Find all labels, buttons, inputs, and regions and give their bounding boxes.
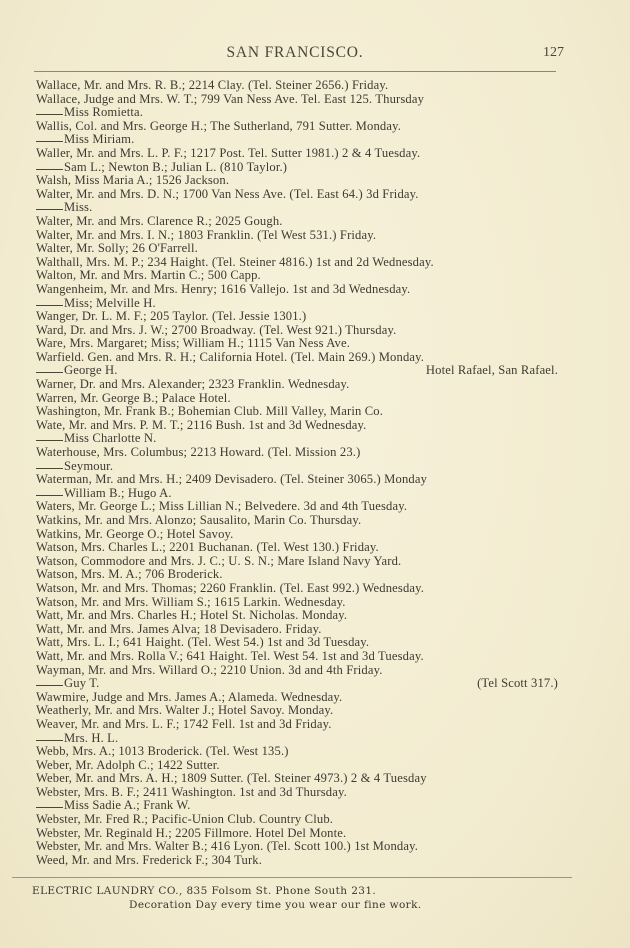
directory-entry: [36, 664, 558, 678]
directory-entry: [36, 419, 558, 433]
entry-text: Ward, Dr. and Mrs. J. W.; 2700 Broadway. (Tel. West 921.) Thursday.: [36, 322, 397, 337]
directory-entry: [36, 840, 558, 854]
page-header: [34, 44, 564, 64]
directory-subentry: [36, 297, 558, 311]
directory-subentry: [36, 487, 558, 501]
directory-entry: [36, 759, 558, 773]
entry-text: Warfield. Gen. and Mrs. R. H.; California Hotel. (Tel. Main 269.) Monday.: [36, 349, 425, 364]
directory-entry: [36, 555, 558, 569]
directory-entry: [36, 528, 558, 542]
entry-text: Waterman, Mr. and Mrs. H.; 2409 Devisadero. (Tel. Steiner 3065.) Monday: [36, 472, 428, 487]
entry-text: Wangenheim, Mr. and Mrs. Henry; 1616 Vallejo. 1st and 3d Wednesday.: [36, 281, 411, 296]
directory-subentry: [36, 133, 558, 147]
entry-text: Wallis, Col. and Mrs. George H.; The Sutherland, 791 Sutter. Monday.: [36, 118, 402, 133]
directory-entry: [36, 310, 558, 324]
entry-text: Watt, Mr. and Mrs. Charles H.; Hotel St. Nicholas. Monday.: [36, 608, 348, 623]
entry-text: Miss Sadie A.; Frank W.: [64, 798, 191, 813]
directory-entry: [36, 283, 558, 297]
entry-text: Walsh, Miss Maria A.; 1526 Jackson.: [36, 173, 230, 188]
entry-right-text: (Tel Scott 317.): [477, 676, 558, 691]
directory-entry: [36, 650, 558, 664]
directory-entry: [36, 93, 558, 107]
entry-text: Watt, Mrs. L. I.; 641 Haight. (Tel. West 54.) 1st and 3d Tuesday.: [36, 635, 370, 650]
entry-text: Webster, Mr. and Mrs. Walter B.; 416 Lyon. (Tel. Scott 100.) 1st Monday.: [36, 839, 419, 854]
directory-entry: [36, 147, 558, 161]
directory-entry: [36, 215, 558, 229]
entry-text: Watson, Mrs. M. A.; 706 Broderick.: [36, 567, 223, 582]
directory-subentry: [36, 460, 558, 474]
directory-entry: [36, 745, 558, 759]
entry-text: Wawmire, Judge and Mrs. James A.; Alameda. Wednesday.: [36, 689, 343, 704]
entry-text: Walton, Mr. and Mrs. Martin C.; 500 Capp.: [36, 268, 261, 283]
directory-entry: [36, 718, 558, 732]
directory-entry: [36, 378, 558, 392]
directory-entry: [36, 691, 558, 705]
footer-line-1: ELECTRIC LAUNDRY CO., 835 Folsom St. Phone South 231.: [32, 885, 377, 897]
entry-text: Miss.: [64, 200, 93, 215]
entry-text: Watson, Mr. and Mrs. Thomas; 2260 Franklin. (Tel. East 992.) Wednesday.: [36, 580, 425, 595]
directory-entry: [36, 392, 558, 406]
directory-entry: [36, 514, 558, 528]
entry-text: Miss Miriam.: [64, 132, 135, 147]
directory-subentry: [36, 161, 558, 175]
header-rule: [34, 71, 556, 72]
entry-text: Wallace, Judge and Mrs. W. T.; 799 Van Ness Ave. Tel. East 125. Thursday: [36, 91, 425, 106]
entry-text: Watkins, Mr. and Mrs. Alonzo; Sausalito, Marin Co. Thursday.: [36, 513, 362, 527]
entry-text: Miss Charlotte N.: [64, 431, 157, 446]
entry-text: Wallace, Mr. and Mrs. R. B.; 2214 Clay. (Tel. Steiner 2656.) Friday.: [36, 78, 389, 92]
entry-right-text: Hotel Rafael, San Rafael.: [425, 363, 558, 378]
entry-text: George H.: [64, 363, 118, 378]
entry-text: Waters, Mr. George L.; Miss Lillian N.; Belvedere. 3d and 4th Tuesday.: [36, 499, 408, 514]
entry-text: Watkins, Mr. George O.; Hotel Savoy.: [36, 526, 234, 541]
directory-entry: [36, 256, 558, 270]
entry-text: Walthall, Mrs. M. P.; 234 Haight. (Tel. Steiner 4816.) 1st and 2d Wednesday.: [36, 254, 434, 269]
entry-text: Wayman, Mr. and Mrs. Willard O.; 2210 Union. 3d and 4th Friday.: [36, 662, 383, 677]
entry-text: Seymour.: [64, 458, 114, 473]
directory-entries: [36, 79, 558, 867]
advertisement-footer: [32, 884, 592, 912]
directory-subentry: [36, 106, 558, 120]
entry-text: Webster, Mr. Fred R.; Pacific-Union Club. Country Club.: [36, 812, 334, 827]
entry-text: Ware, Mrs. Margaret; Miss; William H.; 1115 Van Ness Ave.: [36, 336, 351, 351]
directory-entry: [36, 242, 558, 256]
entry-text: Wanger, Dr. L. M. F.; 205 Taylor. (Tel. Jessie 1301.): [36, 309, 307, 324]
footer-rule: [12, 877, 572, 878]
directory-entry: [36, 473, 558, 487]
entry-text: Sam L.; Newton B.; Julian L. (810 Taylor.): [64, 159, 288, 174]
directory-entry: [36, 120, 558, 134]
entry-text: Walter, Mr. and Mrs. I. N.; 1803 Franklin. (Tel West 531.) Friday.: [36, 227, 377, 242]
entry-text: Weber, Mr. and Mrs. A. H.; 1809 Sutter. (Tel. Steiner 4973.) 2 & 4 Tuesday: [36, 771, 427, 786]
directory-entry: [36, 500, 558, 514]
entry-text: Wate, Mr. and Mrs. P. M. T.; 2116 Bush. 1st and 3d Wednesday.: [36, 417, 367, 432]
entry-text: Watson, Mrs. Charles L.; 2201 Buchanan. (Tel. West 130.) Friday.: [36, 540, 379, 555]
directory-entry: [36, 324, 558, 338]
entry-text: Walter, Mr. and Mrs. Clarence R.; 2025 Gough.: [36, 213, 283, 228]
entry-text: Webb, Mrs. A.; 1013 Broderick. (Tel. West 135.): [36, 744, 289, 759]
directory-entry: [36, 269, 558, 283]
directory-entry: [36, 337, 558, 351]
entry-text: William B.; Hugo A.: [64, 485, 172, 500]
directory-entry: [36, 79, 558, 93]
entry-text: Walter, Mr. and Mrs. D. N.; 1700 Van Ness Ave. (Tel. East 64.) 3d Friday.: [36, 186, 419, 201]
directory-entry: [36, 405, 558, 419]
directory-subentry: [36, 799, 558, 813]
directory-entry: [36, 174, 558, 188]
directory-entry: [36, 636, 558, 650]
entry-text: Weaver, Mr. and Mrs. L. F.; 1742 Fell. 1st and 3d Friday.: [36, 716, 332, 731]
directory-entry: [36, 351, 558, 365]
entry-text: Walter, Mr. Solly; 26 O'Farrell.: [36, 241, 198, 256]
entry-text: Weed, Mr. and Mrs. Frederick F.; 304 Turk.: [36, 852, 263, 867]
directory-entry: [36, 772, 558, 786]
directory-entry: [36, 568, 558, 582]
entry-text: Watson, Mr. and Mrs. William S.; 1615 Larkin. Wednesday.: [36, 594, 346, 609]
directory-entry: [36, 854, 558, 868]
entry-text: Mrs. H. L.: [64, 730, 119, 745]
running-head: SAN FRANCISCO.: [226, 44, 364, 61]
directory-subentry: [36, 677, 558, 691]
entry-text: Warner, Dr. and Mrs. Alexander; 2323 Franklin. Wednesday.: [36, 377, 350, 392]
entry-text: Guy T.: [64, 676, 100, 691]
page-number: 127: [543, 45, 564, 60]
directory-entry: [36, 446, 558, 460]
directory-entry: [36, 813, 558, 827]
directory-entry: [36, 188, 558, 202]
entry-text: Webster, Mrs. B. F.; 2411 Washington. 1st and 3d Thursday.: [36, 784, 347, 799]
directory-entry: [36, 596, 558, 610]
directory-subentry: [36, 201, 558, 215]
directory-entry: [36, 582, 558, 596]
directory-entry: [36, 623, 558, 637]
entry-text: Webster, Mr. Reginald H.; 2205 Fillmore. Hotel Del Monte.: [36, 825, 347, 840]
entry-text: Watson, Commodore and Mrs. J. C.; U. S. N.; Mare Island Navy Yard.: [36, 553, 402, 568]
directory-entry: [36, 609, 558, 623]
directory-subentry: [36, 364, 558, 378]
entry-text: Washington, Mr. Frank B.; Bohemian Club. Mill Valley, Marin Co.: [36, 404, 384, 419]
entry-text: Warren, Mr. George B.; Palace Hotel.: [36, 390, 231, 405]
entry-text: Waller, Mr. and Mrs. L. P. F.; 1217 Post. Tel. Sutter 1981.) 2 & 4 Tuesday.: [36, 145, 421, 160]
entry-text: Watt, Mr. and Mrs. James Alva; 18 Devisadero. Friday.: [36, 621, 322, 636]
directory-entry: [36, 786, 558, 800]
directory-entry: [36, 704, 558, 718]
directory-entry: [36, 541, 558, 555]
footer-line-2: Decoration Day every time you wear our fine work.: [129, 899, 422, 911]
directory-subentry: [36, 732, 558, 746]
entry-text: Weatherly, Mr. and Mrs. Walter J.; Hotel Savoy. Monday.: [36, 703, 334, 718]
entry-text: Miss; Melville H.: [64, 295, 156, 310]
entry-text: Weber, Mr. Adolph C.; 1422 Sutter.: [36, 757, 220, 772]
entry-text: Miss Romietta.: [64, 105, 144, 120]
directory-entry: [36, 229, 558, 243]
entry-text: Waterhouse, Mrs. Columbus; 2213 Howard. (Tel. Mission 23.): [36, 445, 361, 460]
entry-text: Watt, Mr. and Mrs. Rolla V.; 641 Haight. Tel. West 54. 1st and 3d Tuesday.: [36, 648, 424, 663]
directory-subentry: [36, 432, 558, 446]
directory-entry: [36, 827, 558, 841]
